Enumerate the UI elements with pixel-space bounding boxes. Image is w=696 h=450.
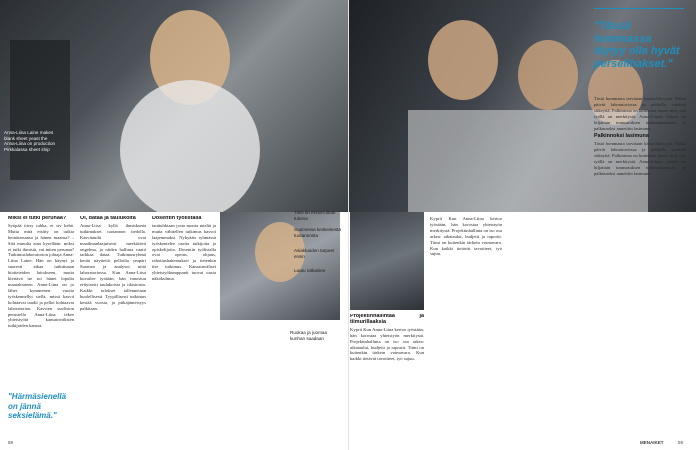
- mid-caption: Suomessa keskeisestä tuotannosta: [294, 227, 341, 238]
- section-heading: Dosentin työlistalla: [152, 216, 202, 221]
- mid-caption: Asiakkaiden tarpeet ensin: [294, 248, 335, 259]
- article-column-2: [80, 216, 146, 436]
- quote-rule: [594, 8, 684, 9]
- pull-quote: "Härmäsienellä on jännä seksielämä.": [8, 392, 67, 420]
- article-column-1: [8, 216, 74, 386]
- person-face-shape: [428, 20, 498, 100]
- body-text: Tästä hommasta tarvitaan kärsivällisyyttä. Pitkät päivät laboratoriossa ja pelloilla vaativat sitkeyttä. Palkintona on kuitenkin tunne siitä, että työllä on merkitystä. Anna-Liinan ryhmä sai hiljattain tunnustuksen tutkimuksestaan, ja palkinnoksi annettiin lasimuna.: [594, 141, 686, 176]
- left-photo: [0, 0, 348, 212]
- left-photo-caption: Anna-Liina Laine makes blank sheet yeast the Anna-Liina on production Pirkkalassa sheet ship: [4, 130, 56, 152]
- pull-quote: "Tässä hommassa täytyy olla hyvät perselihakset.": [594, 20, 680, 70]
- mid-caption: Laatu ratkaisee: [294, 268, 326, 273]
- body-text: tautiuhkiaan josta monta mieltä ja mutta vähitellen tutkimus kasvoi laajemmaksi. Nykyään ryhmässä työskentelee useita tutkijoita ja opiskelijoita. Dosentin työlistalla ovat opetus, ohjaus, rahoitushakemukset ja tietenkin itse tutkimus. Kansainväliset yhteistyökumppanit tuovat uusia näkökulmia.: [152, 222, 216, 282]
- body-text: Kyprit Kun Anna-Liina kertoo työstään, hän korostaa yhteistyön merkitystä. Projektinhallinta on iso osa arkea: aikataulut, budjetit ja raportit. Tiimi on kuitenkin tärkein voimavara. Kun kaikki tietävät tavoitteet, työ sujuu.: [350, 326, 424, 362]
- magazine-brand: MENAIKET: [640, 440, 664, 445]
- body-text: Anna-Liisa kyllä ihmiskunta tutkimukset tuotannon tiedolla. Kasvitaudit ovat maailmanlaajuisesti merkittävä ongelma, ja niiden hallinta vaatii tarkkaa dataa. Tutkimusryhmä kerää näytteitä pelloilta ympäri Suomea ja analysoi niitä laboratoriossa. Kun Anna-Liisa kuvailee työtään, hän innostuu erityisesti taulukoista ja tilastoista. Kaikki tulokset tallennetaan huolellisesti. Tyypillisesti tutkimus kestää vuosia, ja pitkäjänteisyys palkitaan.: [80, 222, 146, 311]
- page-number-right: 59: [678, 440, 684, 445]
- body-text: Tästä hommasta tarvitaan kärsivällisyyttä. Pitkät päivät laboratoriossa ja pelloilla vaativat sitkeyttä. Palkintona on kuitenkin tunne siitä, että työllä on merkitystä. Anna-Liinan ryhmä sai hiljattain tunnustuksen tutkimuksestaan, ja palkinnoksi annettiin lasimuna.: [594, 96, 686, 131]
- lab-coat-shape: [120, 80, 260, 212]
- article-column-4: [350, 314, 424, 436]
- page-number-left: 58: [8, 440, 14, 445]
- section-heading: Projektinhallintaa ja tiimurillaaksia: [350, 314, 424, 325]
- mid-caption: Tiimi on Anna-Liinan tukena: [294, 210, 336, 221]
- section-heading: Oi, dataa ja taulukoita: [80, 216, 136, 221]
- person-face-shape: [518, 40, 578, 110]
- mid-photo: [350, 212, 424, 310]
- body-text: Kyprit Kun Anna-Liina kertoo työstään, hän korostaa yhteistyön merkitystä. Projektinhallinta on iso osa arkea: aikataulut, budjetit ja raportit. Tiimi on kuitenkin tärkein voimavara. Kun kaikki tietävät tavoitteet, työ sujuu.: [430, 216, 502, 257]
- section-heading: Palkinnoksi lasimuna: [594, 133, 649, 140]
- article-column-6: [594, 96, 686, 436]
- page-gutter: [348, 0, 349, 450]
- body-text: Syöpää tiirsy tuhka, ei siv kehä. Mutta mitä etsitty on tutkia heinäratsansa ja hänen maansa? – Sitä minulta aina kysellään: miksi et tutki ihmisiä, vai miten perunaa? Tutkimuslaboratorion johtaja Anna-Liina Laine. Hän on käynyt ja suuresti aikaa tutkittuaan biotieteiden laitokseen, mutta kiertävä tie toi hänet lopulta maatalouteen. Anna-Liina on jo lähes kymmenen vuotta työskennellyt siellä, missä kasvit kohtaavat taudit ja pellot kohtaavat laboratorion. Kasvien suoliston perustella Anna-Liina tekee yhteistyötä kansainvälisten tutkijoiden kanssa.: [8, 222, 74, 329]
- article-column-3: [152, 216, 216, 436]
- shelf-shape: [10, 40, 70, 180]
- section-heading: Miksi ei tutki perunaa?: [8, 216, 67, 221]
- article-column-5: [430, 216, 502, 436]
- small-photo-caption: Ruokaa ja juomaa kunhan saadaan: [290, 330, 328, 341]
